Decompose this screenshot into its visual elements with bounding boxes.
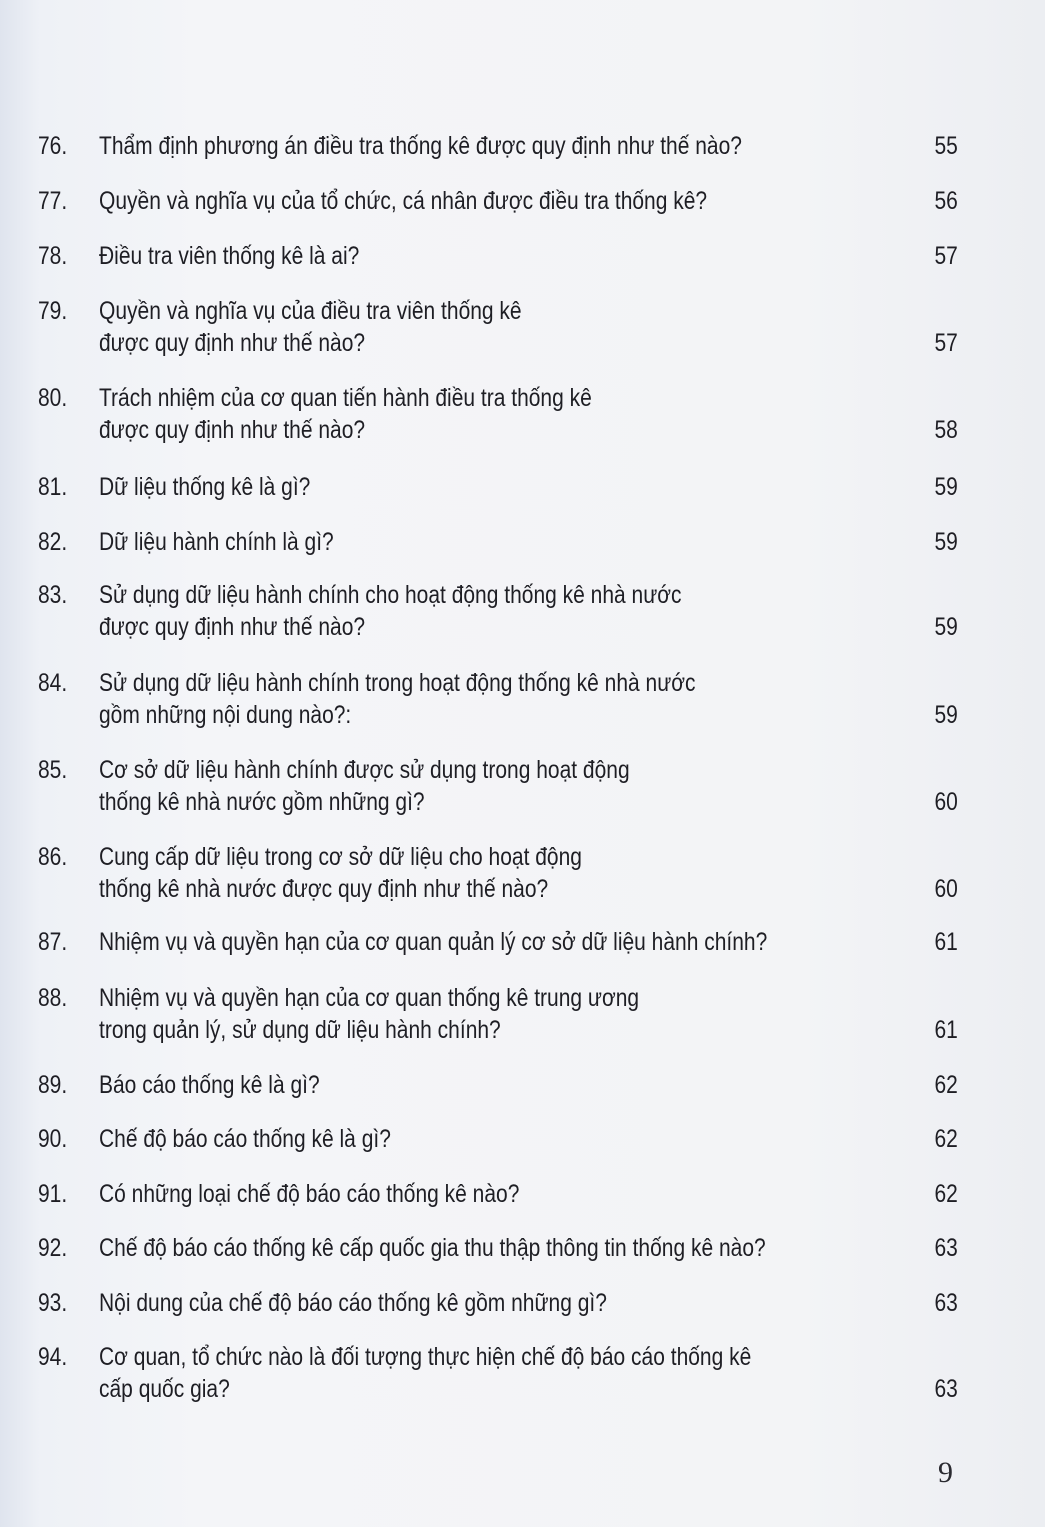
entry-number: 94. [38, 1343, 68, 1371]
entry-number: 82. [38, 528, 68, 556]
entry-page: 59 [934, 528, 958, 556]
entry-page: 62 [934, 1180, 958, 1208]
entry-title [99, 579, 682, 643]
entry-number: 90. [38, 1125, 68, 1153]
entry-number: 81. [38, 473, 68, 501]
entry-title-line: Sử dụng dữ liệu hành chính cho hoạt động thống kê nhà nước [99, 581, 682, 609]
entry-number: 76. [38, 132, 68, 160]
entry-title [99, 754, 630, 818]
toc-entry [38, 754, 958, 824]
entry-page: 63 [934, 1234, 958, 1262]
entry-number: 86. [38, 843, 68, 871]
entry-page: 56 [934, 187, 958, 215]
entry-title-line: được quy định như thế nào? [99, 329, 366, 357]
entry-number: 89. [38, 1071, 68, 1099]
entry-title-line: Chế độ báo cáo thống kê cấp quốc gia thu thập thông tin thống kê nào? [99, 1234, 766, 1262]
entry-number: 87. [38, 928, 68, 956]
entry-title-line: Thẩm định phương án điều tra thống kê được quy định như thế nào? [99, 132, 742, 160]
entry-title [99, 1341, 751, 1405]
entry-title-line: Cơ quan, tổ chức nào là đối tượng thực hiện chế độ báo cáo thống kê [99, 1343, 752, 1371]
entry-title [99, 526, 334, 558]
entry-title [99, 130, 742, 162]
entry-page: 57 [934, 242, 958, 270]
entry-title-line: Nội dung của chế độ báo cáo thống kê gồm những gì? [99, 1289, 607, 1317]
entry-title [99, 667, 696, 731]
entry-title [99, 841, 582, 905]
entry-title [99, 1069, 320, 1101]
entry-number: 91. [38, 1180, 68, 1208]
entry-title [99, 982, 639, 1046]
entry-number: 80. [38, 384, 68, 412]
entry-title [99, 471, 310, 503]
entry-page: 59 [934, 701, 958, 729]
entry-number: 83. [38, 581, 68, 609]
toc-entry [38, 982, 958, 1052]
entry-title [99, 185, 707, 217]
toc-entry [38, 1341, 958, 1411]
entry-page: 61 [934, 1016, 958, 1044]
entry-title-line: Dữ liệu thống kê là gì? [99, 473, 311, 501]
entry-title-line: được quy định như thế nào? [99, 416, 366, 444]
entry-title-line: Quyền và nghĩa vụ của điều tra viên thống kê [99, 297, 522, 325]
entry-title-line: Sử dụng dữ liệu hành chính trong hoạt động thống kê nhà nước [99, 669, 696, 697]
entry-page: 60 [934, 875, 958, 903]
entry-page: 57 [934, 329, 958, 357]
entry-page: 58 [934, 416, 958, 444]
entry-title-line: Cơ sở dữ liệu hành chính được sử dụng trong hoạt động [99, 756, 630, 784]
entry-title [99, 1123, 391, 1155]
entry-title [99, 240, 359, 272]
toc-entry [38, 667, 958, 737]
entry-title [99, 382, 592, 446]
entry-number: 77. [38, 187, 68, 215]
entry-title [99, 295, 522, 359]
entry-page: 60 [934, 788, 958, 816]
entry-number: 92. [38, 1234, 68, 1262]
entry-number: 85. [38, 756, 68, 784]
entry-title-line: Cung cấp dữ liệu trong cơ sở dữ liệu cho hoạt động [99, 843, 582, 871]
entry-page: 59 [934, 473, 958, 501]
toc-entry [38, 841, 958, 911]
entry-title-line: được quy định như thế nào? [99, 613, 366, 641]
entry-number: 78. [38, 242, 68, 270]
entry-title-line: Chế độ báo cáo thống kê là gì? [99, 1125, 391, 1153]
entry-title [99, 1178, 519, 1210]
entry-number: 88. [38, 984, 68, 1012]
entry-page: 63 [934, 1289, 958, 1317]
entry-number: 79. [38, 297, 68, 325]
entry-page: 62 [934, 1125, 958, 1153]
entry-title-line: Nhiệm vụ và quyền hạn của cơ quan thống kê trung ương [99, 984, 640, 1012]
entry-title-line: Quyền và nghĩa vụ của tổ chức, cá nhân được điều tra thống kê? [99, 187, 708, 215]
entry-page: 63 [934, 1375, 958, 1403]
entry-page: 59 [934, 613, 958, 641]
entry-title [99, 1287, 607, 1319]
entry-title-line: cấp quốc gia? [99, 1375, 230, 1403]
toc-entry [38, 295, 958, 365]
entry-title-line: Trách nhiệm của cơ quan tiến hành điều tra thống kê [99, 384, 592, 412]
page-number: 9 [938, 1456, 953, 1489]
entry-page: 55 [934, 132, 958, 160]
entry-title-line: Báo cáo thống kê là gì? [99, 1071, 320, 1099]
entry-title-line: thống kê nhà nước gồm những gì? [99, 788, 425, 816]
entry-title-line: Dữ liệu hành chính là gì? [99, 528, 334, 556]
entry-title-line: Nhiệm vụ và quyền hạn của cơ quan quản lý cơ sở dữ liệu hành chính? [99, 928, 768, 956]
entry-title-line: Điều tra viên thống kê là ai? [99, 242, 360, 270]
entry-title-line: trong quản lý, sử dụng dữ liệu hành chính? [99, 1016, 501, 1044]
entry-number: 93. [38, 1289, 68, 1317]
toc-entry [38, 579, 958, 649]
entry-title-line: gồm những nội dung nào?: [99, 701, 352, 729]
entry-page: 62 [934, 1071, 958, 1099]
entry-title [99, 1232, 766, 1264]
entry-title [99, 926, 767, 958]
entry-number: 84. [38, 669, 68, 697]
toc-entry [38, 382, 958, 452]
entry-title-line: thống kê nhà nước được quy định như thế nào? [99, 875, 549, 903]
entry-page: 61 [934, 928, 958, 956]
entry-title-line: Có những loại chế độ báo cáo thống kê nào? [99, 1180, 520, 1208]
